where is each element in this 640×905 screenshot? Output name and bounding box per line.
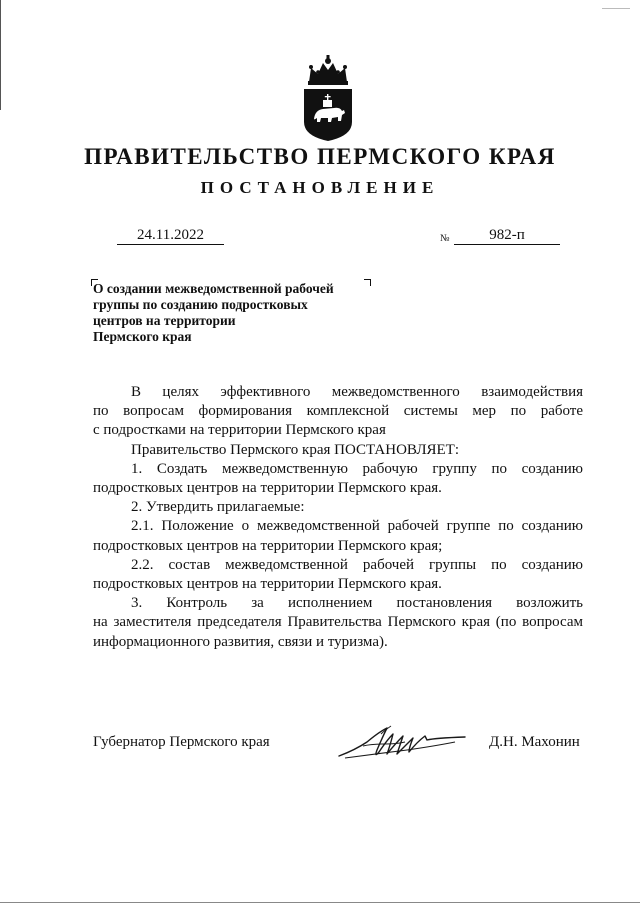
item-1-line: 1. Создать межведомственную рабочую группу по созданию <box>131 460 583 477</box>
signer-name: Д.Н. Махонин <box>489 734 580 750</box>
subject-line: группы по созданию подростковых <box>93 297 308 312</box>
document-subject <box>93 281 383 345</box>
intro-line: с подростками на территории Пермского края <box>93 422 386 439</box>
item-3-line: на заместителя председателя Правительства Пермского края (по вопросам <box>93 614 583 631</box>
organization-title: ПРАВИТЕЛЬСТВО ПЕРМСКОГО КРАЯ <box>84 144 556 169</box>
document-body <box>93 383 583 652</box>
item-3-line: информационного развития, связи и туризма). <box>93 633 388 650</box>
document-type: ПОСТАНОВЛЕНИЕ <box>200 178 440 197</box>
scan-edge-left <box>0 0 1 110</box>
scan-mark <box>602 8 630 9</box>
document-number: 982-п <box>454 226 560 245</box>
signer-position: Губернатор Пермского края <box>93 734 270 750</box>
item-2-1-line: 2.1. Положение о межведомственной рабочей группе по созданию <box>131 518 583 535</box>
item-2: 2. Утвердить прилагаемые: <box>131 499 305 516</box>
intro-line: по вопросам формирования комплексной системы мер по работе <box>93 403 583 420</box>
number-sign: № <box>440 233 450 244</box>
item-2-1-line: подростковых центров на территории Пермского края; <box>93 537 443 554</box>
resolve-clause: Правительство Пермского края ПОСТАНОВЛЯЕТ: <box>131 441 460 458</box>
subject-line: центров на территории <box>93 313 236 328</box>
document-date: 24.11.2022 <box>117 226 224 245</box>
item-1-line: подростковых центров на территории Пермского края. <box>93 480 442 497</box>
subject-line: Пермского края <box>93 329 192 344</box>
scan-edge-bottom <box>0 902 640 903</box>
perm-krai-coat-of-arms-icon <box>301 52 355 142</box>
intro-line: В целях эффективного межведомственного взаимодействия <box>131 384 583 400</box>
subject-line: О создании межведомственной рабочей <box>93 281 334 296</box>
item-2-2-line: подростковых центров на территории Пермского края. <box>93 576 442 593</box>
item-2-2-line: 2.2. состав межведомственной рабочей группы по созданию <box>131 556 583 573</box>
handwritten-signature-icon <box>335 720 475 768</box>
item-3-line: 3. Контроль за исполнением постановления возложить <box>131 595 583 612</box>
